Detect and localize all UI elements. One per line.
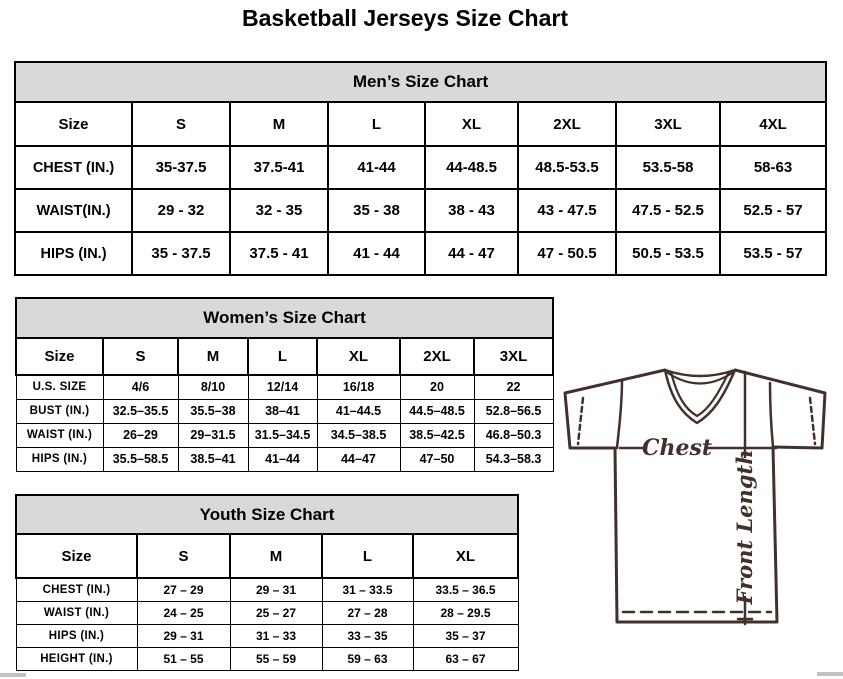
mens-column-header-m: M bbox=[230, 102, 328, 146]
mens-column-header-xl: XL bbox=[425, 102, 518, 146]
womens-row-label: BUST (IN.) bbox=[16, 399, 103, 423]
womens-table-row bbox=[16, 423, 553, 447]
jersey-outline bbox=[565, 370, 825, 622]
mens-column-header-3xl: 3XL bbox=[616, 102, 720, 146]
mens-size-value: 41 - 44 bbox=[328, 232, 425, 275]
mens-size-value: 44 - 47 bbox=[425, 232, 518, 275]
mens-column-header-l: L bbox=[328, 102, 425, 146]
mens-row-label: WAIST(IN.) bbox=[15, 189, 132, 232]
chest-label: Chest bbox=[641, 435, 713, 461]
mens-size-value: 58-63 bbox=[720, 146, 826, 189]
youth-table-row bbox=[16, 647, 518, 670]
womens-column-header-m: M bbox=[178, 338, 248, 375]
youth-column-header-m: M bbox=[230, 534, 322, 578]
mens-table-row bbox=[15, 146, 826, 189]
womens-size-value: 38–41 bbox=[248, 399, 317, 423]
mens-size-value: 37.5-41 bbox=[230, 146, 328, 189]
womens-size-value: 16/18 bbox=[317, 375, 400, 399]
youth-size-value: 55 – 59 bbox=[230, 647, 322, 670]
mens-column-header-s: S bbox=[132, 102, 230, 146]
youth-row-label: HEIGHT (IN.) bbox=[16, 647, 137, 670]
jersey-left-seam bbox=[617, 380, 622, 448]
youth-column-header-l: L bbox=[322, 534, 413, 578]
page-title: Basketball Jerseys Size Chart bbox=[241, 5, 568, 31]
mens-size-value: 47 - 50.5 bbox=[518, 232, 616, 275]
womens-column-header-2xl: 2XL bbox=[400, 338, 474, 375]
jersey-measurement-diagram bbox=[558, 360, 834, 636]
youth-table-row bbox=[16, 601, 518, 624]
youth-row-label: HIPS (IN.) bbox=[16, 624, 137, 647]
womens-size-value: 47–50 bbox=[400, 447, 474, 471]
youth-column-header-size: Size bbox=[16, 534, 137, 578]
womens-size-value: 41–44.5 bbox=[317, 399, 400, 423]
womens-size-value: 38.5–41 bbox=[178, 447, 248, 471]
womens-size-value: 35.5–38 bbox=[178, 399, 248, 423]
womens-column-header-s: S bbox=[103, 338, 178, 375]
womens-size-value: 22 bbox=[474, 375, 553, 399]
youth-size-value: 31 – 33 bbox=[230, 624, 322, 647]
womens-column-header-l: L bbox=[248, 338, 317, 375]
womens-size-value: 44–47 bbox=[317, 447, 400, 471]
youth-row-label: CHEST (IN.) bbox=[16, 578, 137, 601]
youth-size-value: 33 – 35 bbox=[322, 624, 413, 647]
mens-size-value: 35-37.5 bbox=[132, 146, 230, 189]
mens-size-value: 44-48.5 bbox=[425, 146, 518, 189]
horizontal-scrollbar-right-fragment[interactable] bbox=[817, 672, 843, 676]
womens-size-value: 31.5–34.5 bbox=[248, 423, 317, 447]
mens-size-value: 29 - 32 bbox=[132, 189, 230, 232]
womens-size-value: 8/10 bbox=[178, 375, 248, 399]
youth-size-value: 28 – 29.5 bbox=[413, 601, 518, 624]
youth-size-value: 59 – 63 bbox=[322, 647, 413, 670]
mens-size-value: 41-44 bbox=[328, 146, 425, 189]
youth-size-value: 35 – 37 bbox=[413, 624, 518, 647]
youth-size-value: 24 – 25 bbox=[137, 601, 230, 624]
mens-size-chart-table bbox=[14, 61, 827, 276]
jersey-right-cuff-dashes bbox=[810, 398, 815, 444]
mens-size-value: 53.5-58 bbox=[616, 146, 720, 189]
front-length-label: Front Length bbox=[732, 449, 757, 605]
jersey-right-seam bbox=[770, 383, 773, 447]
mens-column-header-size: Size bbox=[15, 102, 132, 146]
womens-row-label: WAIST (IN.) bbox=[16, 423, 103, 447]
womens-table-row bbox=[16, 399, 553, 423]
jersey-left-cuff-dashes bbox=[578, 398, 583, 444]
womens-column-header-3xl: 3XL bbox=[474, 338, 553, 375]
womens-size-value: 26–29 bbox=[103, 423, 178, 447]
mens-column-header-2xl: 2XL bbox=[518, 102, 616, 146]
womens-table-row bbox=[16, 375, 553, 399]
youth-size-value: 31 – 33.5 bbox=[322, 578, 413, 601]
youth-size-value: 51 – 55 bbox=[137, 647, 230, 670]
youth-row-label: WAIST (IN.) bbox=[16, 601, 137, 624]
womens-chart-title: Women’s Size Chart bbox=[16, 298, 553, 338]
womens-size-value: 34.5–38.5 bbox=[317, 423, 400, 447]
mens-row-label: HIPS (IN.) bbox=[15, 232, 132, 275]
mens-table-row bbox=[15, 189, 826, 232]
womens-column-header-xl: XL bbox=[317, 338, 400, 375]
youth-column-header-xl: XL bbox=[413, 534, 518, 578]
youth-size-value: 29 – 31 bbox=[230, 578, 322, 601]
mens-size-value: 53.5 - 57 bbox=[720, 232, 826, 275]
womens-row-label: U.S. SIZE bbox=[16, 375, 103, 399]
womens-size-value: 44.5–48.5 bbox=[400, 399, 474, 423]
youth-table-row bbox=[16, 624, 518, 647]
youth-table-row bbox=[16, 578, 518, 601]
youth-size-value: 27 – 29 bbox=[137, 578, 230, 601]
mens-size-value: 43 - 47.5 bbox=[518, 189, 616, 232]
youth-chart-title: Youth Size Chart bbox=[16, 495, 518, 534]
mens-size-value: 35 - 37.5 bbox=[132, 232, 230, 275]
womens-size-value: 12/14 bbox=[248, 375, 317, 399]
youth-size-value: 29 – 31 bbox=[137, 624, 230, 647]
mens-size-value: 37.5 - 41 bbox=[230, 232, 328, 275]
mens-size-value: 47.5 - 52.5 bbox=[616, 189, 720, 232]
womens-size-value: 4/6 bbox=[103, 375, 178, 399]
womens-size-value: 46.8–50.3 bbox=[474, 423, 553, 447]
mens-column-header-4xl: 4XL bbox=[720, 102, 826, 146]
youth-size-chart-table bbox=[15, 494, 519, 671]
womens-size-value: 54.3–58.3 bbox=[474, 447, 553, 471]
womens-table-row bbox=[16, 447, 553, 471]
youth-column-header-s: S bbox=[137, 534, 230, 578]
mens-size-value: 48.5-53.5 bbox=[518, 146, 616, 189]
womens-size-value: 52.8–56.5 bbox=[474, 399, 553, 423]
horizontal-scrollbar-left-fragment[interactable] bbox=[0, 673, 26, 677]
mens-size-value: 50.5 - 53.5 bbox=[616, 232, 720, 275]
mens-chart-title: Men’s Size Chart bbox=[15, 62, 826, 102]
womens-size-value: 41–44 bbox=[248, 447, 317, 471]
womens-size-value: 35.5–58.5 bbox=[103, 447, 178, 471]
womens-column-header-size: Size bbox=[16, 338, 103, 375]
womens-row-label: HIPS (IN.) bbox=[16, 447, 103, 471]
youth-size-value: 63 – 67 bbox=[413, 647, 518, 670]
mens-size-value: 32 - 35 bbox=[230, 189, 328, 232]
womens-size-chart-table bbox=[15, 297, 554, 472]
youth-size-value: 27 – 28 bbox=[322, 601, 413, 624]
womens-size-value: 20 bbox=[400, 375, 474, 399]
mens-size-value: 52.5 - 57 bbox=[720, 189, 826, 232]
jersey-collar-top-arc bbox=[665, 370, 735, 376]
youth-size-value: 25 – 27 bbox=[230, 601, 322, 624]
mens-row-label: CHEST (IN.) bbox=[15, 146, 132, 189]
mens-table-row bbox=[15, 232, 826, 275]
womens-size-value: 38.5–42.5 bbox=[400, 423, 474, 447]
youth-size-value: 33.5 – 36.5 bbox=[413, 578, 518, 601]
womens-size-value: 32.5–35.5 bbox=[103, 399, 178, 423]
mens-size-value: 38 - 43 bbox=[425, 189, 518, 232]
womens-size-value: 29–31.5 bbox=[178, 423, 248, 447]
mens-size-value: 35 - 38 bbox=[328, 189, 425, 232]
